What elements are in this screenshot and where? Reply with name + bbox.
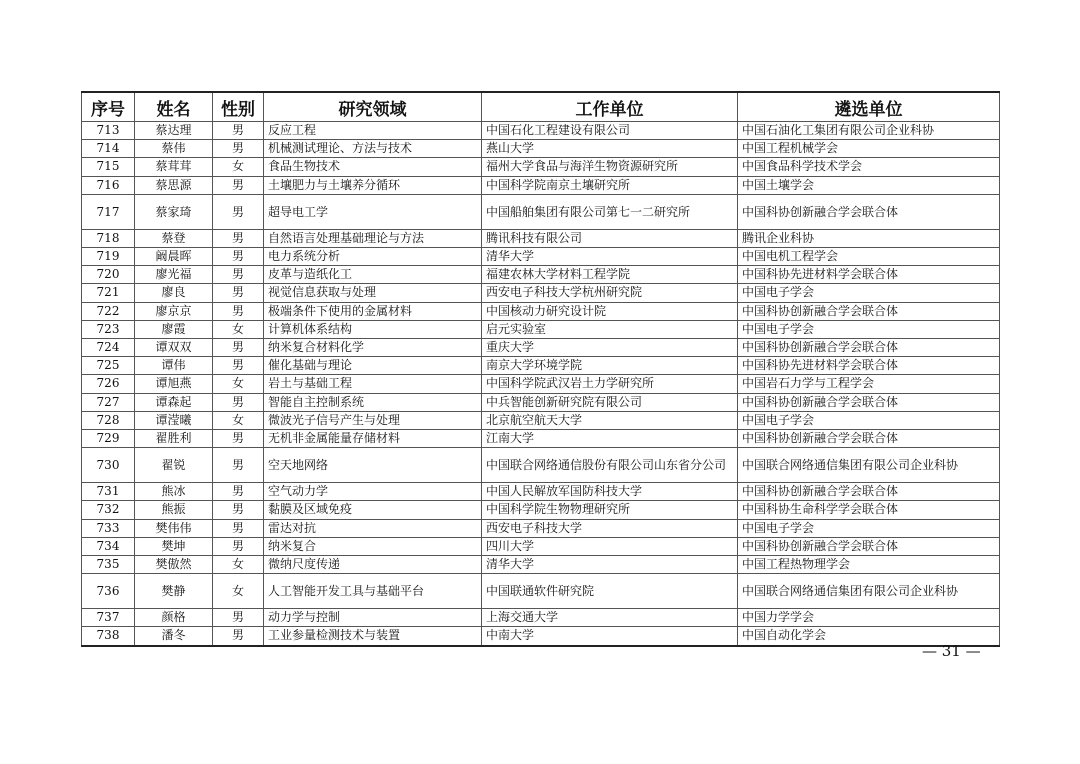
cell-research-field: 电力系统分析 bbox=[264, 248, 482, 266]
cell-research-field: 机械测试理论、方法与技术 bbox=[264, 140, 482, 158]
cell-gender: 男 bbox=[213, 122, 264, 140]
table-row bbox=[82, 483, 1000, 501]
cell-gender: 男 bbox=[213, 229, 264, 247]
cell-index: 715 bbox=[82, 158, 135, 176]
cell-selection-unit: 中国联合网络通信集团有限公司企业科协 bbox=[738, 448, 1000, 483]
cell-name: 蔡茸茸 bbox=[135, 158, 213, 176]
table-row bbox=[82, 284, 1000, 302]
table-row bbox=[82, 302, 1000, 320]
cell-research-field: 自然语言处理基础理论与方法 bbox=[264, 229, 482, 247]
cell-work-unit: 中国人民解放军国防科技大学 bbox=[482, 483, 738, 501]
cell-research-field: 超导电工学 bbox=[264, 194, 482, 229]
table-row bbox=[82, 140, 1000, 158]
header-gender: 性别 bbox=[213, 92, 264, 122]
cell-research-field: 催化基础与理论 bbox=[264, 357, 482, 375]
cell-index: 733 bbox=[82, 519, 135, 537]
cell-work-unit: 福建农林大学材料工程学院 bbox=[482, 266, 738, 284]
cell-selection-unit: 中国科协创新融合学会联合体 bbox=[738, 302, 1000, 320]
cell-gender: 男 bbox=[213, 519, 264, 537]
cell-selection-unit: 中国石油化工集团有限公司企业科协 bbox=[738, 122, 1000, 140]
cell-gender: 男 bbox=[213, 284, 264, 302]
cell-work-unit: 中国科学院生物物理研究所 bbox=[482, 501, 738, 519]
cell-gender: 男 bbox=[213, 448, 264, 483]
cell-work-unit: 重庆大学 bbox=[482, 339, 738, 357]
cell-name: 蔡登 bbox=[135, 229, 213, 247]
cell-index: 728 bbox=[82, 411, 135, 429]
cell-research-field: 智能自主控制系统 bbox=[264, 393, 482, 411]
header-research-field: 研究领域 bbox=[264, 92, 482, 122]
cell-work-unit: 清华大学 bbox=[482, 556, 738, 574]
cell-gender: 男 bbox=[213, 194, 264, 229]
table-row bbox=[82, 248, 1000, 266]
cell-index: 725 bbox=[82, 357, 135, 375]
cell-work-unit: 中国联通软件研究院 bbox=[482, 574, 738, 609]
cell-work-unit: 西安电子科技大学杭州研究院 bbox=[482, 284, 738, 302]
cell-name: 谭伟 bbox=[135, 357, 213, 375]
cell-selection-unit: 中国科协创新融合学会联合体 bbox=[738, 194, 1000, 229]
table-row bbox=[82, 430, 1000, 448]
cell-selection-unit: 中国岩石力学与工程学会 bbox=[738, 375, 1000, 393]
cell-selection-unit: 中国土壤学会 bbox=[738, 176, 1000, 194]
table-row bbox=[82, 122, 1000, 140]
cell-name: 谭森起 bbox=[135, 393, 213, 411]
cell-selection-unit: 中国科协创新融合学会联合体 bbox=[738, 339, 1000, 357]
cell-gender: 男 bbox=[213, 483, 264, 501]
cell-work-unit: 中国科学院武汉岩土力学研究所 bbox=[482, 375, 738, 393]
cell-selection-unit: 中国科协创新融合学会联合体 bbox=[738, 537, 1000, 555]
cell-work-unit: 清华大学 bbox=[482, 248, 738, 266]
cell-name: 蔡达理 bbox=[135, 122, 213, 140]
header-work-unit: 工作单位 bbox=[482, 92, 738, 122]
cell-index: 714 bbox=[82, 140, 135, 158]
cell-name: 廖光福 bbox=[135, 266, 213, 284]
cell-research-field: 工业参量检测技术与装置 bbox=[264, 627, 482, 646]
table-row bbox=[82, 519, 1000, 537]
table-row bbox=[82, 574, 1000, 609]
cell-work-unit: 上海交通大学 bbox=[482, 609, 738, 627]
table-row bbox=[82, 537, 1000, 555]
cell-name: 蔡思源 bbox=[135, 176, 213, 194]
cell-name: 樊傲然 bbox=[135, 556, 213, 574]
cell-gender: 男 bbox=[213, 248, 264, 266]
table-row bbox=[82, 158, 1000, 176]
cell-gender: 女 bbox=[213, 375, 264, 393]
cell-gender: 男 bbox=[213, 140, 264, 158]
cell-selection-unit: 中国科协创新融合学会联合体 bbox=[738, 430, 1000, 448]
cell-name: 颜格 bbox=[135, 609, 213, 627]
cell-name: 蔡家琦 bbox=[135, 194, 213, 229]
cell-selection-unit: 中国电子学会 bbox=[738, 411, 1000, 429]
cell-work-unit: 四川大学 bbox=[482, 537, 738, 555]
cell-gender: 女 bbox=[213, 411, 264, 429]
cell-index: 718 bbox=[82, 229, 135, 247]
cell-work-unit: 中国核动力研究设计院 bbox=[482, 302, 738, 320]
cell-gender: 男 bbox=[213, 609, 264, 627]
cell-name: 谭双双 bbox=[135, 339, 213, 357]
header-index: 序号 bbox=[82, 92, 135, 122]
cell-name: 熊振 bbox=[135, 501, 213, 519]
cell-index: 737 bbox=[82, 609, 135, 627]
roster-table bbox=[81, 91, 1000, 647]
cell-work-unit: 南京大学环境学院 bbox=[482, 357, 738, 375]
cell-name: 廖京京 bbox=[135, 302, 213, 320]
cell-work-unit: 中国联合网络通信股份有限公司山东省分公司 bbox=[482, 448, 738, 483]
cell-work-unit: 江南大学 bbox=[482, 430, 738, 448]
cell-name: 樊坤 bbox=[135, 537, 213, 555]
cell-gender: 女 bbox=[213, 320, 264, 338]
cell-research-field: 动力学与控制 bbox=[264, 609, 482, 627]
cell-gender: 男 bbox=[213, 339, 264, 357]
cell-research-field: 雷达对抗 bbox=[264, 519, 482, 537]
cell-research-field: 无机非金属能量存储材料 bbox=[264, 430, 482, 448]
cell-selection-unit: 中国电子学会 bbox=[738, 320, 1000, 338]
table-row bbox=[82, 339, 1000, 357]
cell-index: 720 bbox=[82, 266, 135, 284]
cell-gender: 女 bbox=[213, 574, 264, 609]
cell-index: 723 bbox=[82, 320, 135, 338]
cell-gender: 男 bbox=[213, 501, 264, 519]
cell-index: 727 bbox=[82, 393, 135, 411]
cell-selection-unit: 中国力学学会 bbox=[738, 609, 1000, 627]
cell-work-unit: 中国石化工程建设有限公司 bbox=[482, 122, 738, 140]
cell-work-unit: 北京航空航天大学 bbox=[482, 411, 738, 429]
cell-index: 736 bbox=[82, 574, 135, 609]
table-row bbox=[82, 229, 1000, 247]
cell-gender: 男 bbox=[213, 537, 264, 555]
cell-work-unit: 燕山大学 bbox=[482, 140, 738, 158]
cell-gender: 男 bbox=[213, 302, 264, 320]
cell-name: 翟胜利 bbox=[135, 430, 213, 448]
cell-name: 翟锐 bbox=[135, 448, 213, 483]
cell-name: 廖良 bbox=[135, 284, 213, 302]
table-row bbox=[82, 556, 1000, 574]
header-name: 姓名 bbox=[135, 92, 213, 122]
cell-work-unit: 中国船舶集团有限公司第七一二研究所 bbox=[482, 194, 738, 229]
cell-name: 潘冬 bbox=[135, 627, 213, 646]
cell-research-field: 反应工程 bbox=[264, 122, 482, 140]
page-number: — 31 — bbox=[922, 642, 981, 660]
table-row bbox=[82, 393, 1000, 411]
cell-selection-unit: 中国联合网络通信集团有限公司企业科协 bbox=[738, 574, 1000, 609]
cell-research-field: 黏膜及区域免疫 bbox=[264, 501, 482, 519]
cell-research-field: 计算机体系结构 bbox=[264, 320, 482, 338]
table-row bbox=[82, 176, 1000, 194]
cell-research-field: 土壤肥力与土壤养分循环 bbox=[264, 176, 482, 194]
table-row bbox=[82, 448, 1000, 483]
cell-selection-unit: 中国科协先进材料学会联合体 bbox=[738, 266, 1000, 284]
header-selection-unit: 遴选单位 bbox=[738, 92, 1000, 122]
cell-work-unit: 西安电子科技大学 bbox=[482, 519, 738, 537]
table-row bbox=[82, 320, 1000, 338]
roster-table-container bbox=[81, 91, 999, 647]
cell-index: 726 bbox=[82, 375, 135, 393]
cell-work-unit: 福州大学食品与海洋生物资源研究所 bbox=[482, 158, 738, 176]
cell-index: 713 bbox=[82, 122, 135, 140]
cell-index: 721 bbox=[82, 284, 135, 302]
cell-research-field: 食品生物技术 bbox=[264, 158, 482, 176]
cell-selection-unit: 中国电子学会 bbox=[738, 284, 1000, 302]
cell-index: 732 bbox=[82, 501, 135, 519]
cell-index: 731 bbox=[82, 483, 135, 501]
cell-index: 729 bbox=[82, 430, 135, 448]
cell-work-unit: 中南大学 bbox=[482, 627, 738, 646]
cell-gender: 男 bbox=[213, 176, 264, 194]
cell-research-field: 纳米复合 bbox=[264, 537, 482, 555]
cell-work-unit: 启元实验室 bbox=[482, 320, 738, 338]
cell-name: 廖霞 bbox=[135, 320, 213, 338]
cell-index: 719 bbox=[82, 248, 135, 266]
table-header-row bbox=[82, 92, 1000, 122]
cell-research-field: 岩土与基础工程 bbox=[264, 375, 482, 393]
cell-research-field: 纳米复合材料化学 bbox=[264, 339, 482, 357]
table-row bbox=[82, 357, 1000, 375]
cell-selection-unit: 中国工程热物理学会 bbox=[738, 556, 1000, 574]
table-body bbox=[82, 122, 1000, 646]
cell-name: 樊伟伟 bbox=[135, 519, 213, 537]
cell-gender: 男 bbox=[213, 627, 264, 646]
cell-selection-unit: 中国自动化学会 bbox=[738, 627, 1000, 646]
cell-selection-unit: 中国工程机械学会 bbox=[738, 140, 1000, 158]
table-row bbox=[82, 501, 1000, 519]
cell-selection-unit: 中国科协创新融合学会联合体 bbox=[738, 393, 1000, 411]
cell-selection-unit: 中国科协生命科学学会联合体 bbox=[738, 501, 1000, 519]
table-row bbox=[82, 627, 1000, 646]
table-row bbox=[82, 609, 1000, 627]
cell-research-field: 视觉信息获取与处理 bbox=[264, 284, 482, 302]
table-row bbox=[82, 411, 1000, 429]
cell-index: 722 bbox=[82, 302, 135, 320]
cell-selection-unit: 中国电子学会 bbox=[738, 519, 1000, 537]
cell-selection-unit: 中国电机工程学会 bbox=[738, 248, 1000, 266]
cell-research-field: 微纳尺度传递 bbox=[264, 556, 482, 574]
cell-name: 谭滢曦 bbox=[135, 411, 213, 429]
cell-name: 谭旭燕 bbox=[135, 375, 213, 393]
cell-selection-unit: 中国食品科学技术学会 bbox=[738, 158, 1000, 176]
cell-gender: 女 bbox=[213, 158, 264, 176]
cell-selection-unit: 腾讯企业科协 bbox=[738, 229, 1000, 247]
cell-selection-unit: 中国科协先进材料学会联合体 bbox=[738, 357, 1000, 375]
table-row bbox=[82, 194, 1000, 229]
cell-index: 717 bbox=[82, 194, 135, 229]
cell-research-field: 空天地网络 bbox=[264, 448, 482, 483]
cell-index: 716 bbox=[82, 176, 135, 194]
cell-index: 724 bbox=[82, 339, 135, 357]
cell-name: 樊静 bbox=[135, 574, 213, 609]
cell-gender: 男 bbox=[213, 430, 264, 448]
cell-research-field: 微波光子信号产生与处理 bbox=[264, 411, 482, 429]
cell-work-unit: 中国科学院南京土壤研究所 bbox=[482, 176, 738, 194]
cell-index: 735 bbox=[82, 556, 135, 574]
cell-index: 734 bbox=[82, 537, 135, 555]
cell-research-field: 人工智能开发工具与基础平台 bbox=[264, 574, 482, 609]
cell-gender: 男 bbox=[213, 266, 264, 284]
cell-index: 738 bbox=[82, 627, 135, 646]
cell-index: 730 bbox=[82, 448, 135, 483]
cell-work-unit: 腾讯科技有限公司 bbox=[482, 229, 738, 247]
table-row bbox=[82, 375, 1000, 393]
cell-research-field: 空气动力学 bbox=[264, 483, 482, 501]
cell-name: 蔡伟 bbox=[135, 140, 213, 158]
cell-name: 熊冰 bbox=[135, 483, 213, 501]
cell-gender: 男 bbox=[213, 357, 264, 375]
cell-selection-unit: 中国科协创新融合学会联合体 bbox=[738, 483, 1000, 501]
cell-name: 阚晨晖 bbox=[135, 248, 213, 266]
table-row bbox=[82, 266, 1000, 284]
cell-work-unit: 中兵智能创新研究院有限公司 bbox=[482, 393, 738, 411]
cell-gender: 男 bbox=[213, 393, 264, 411]
cell-gender: 女 bbox=[213, 556, 264, 574]
cell-research-field: 极端条件下使用的金属材料 bbox=[264, 302, 482, 320]
cell-research-field: 皮革与造纸化工 bbox=[264, 266, 482, 284]
